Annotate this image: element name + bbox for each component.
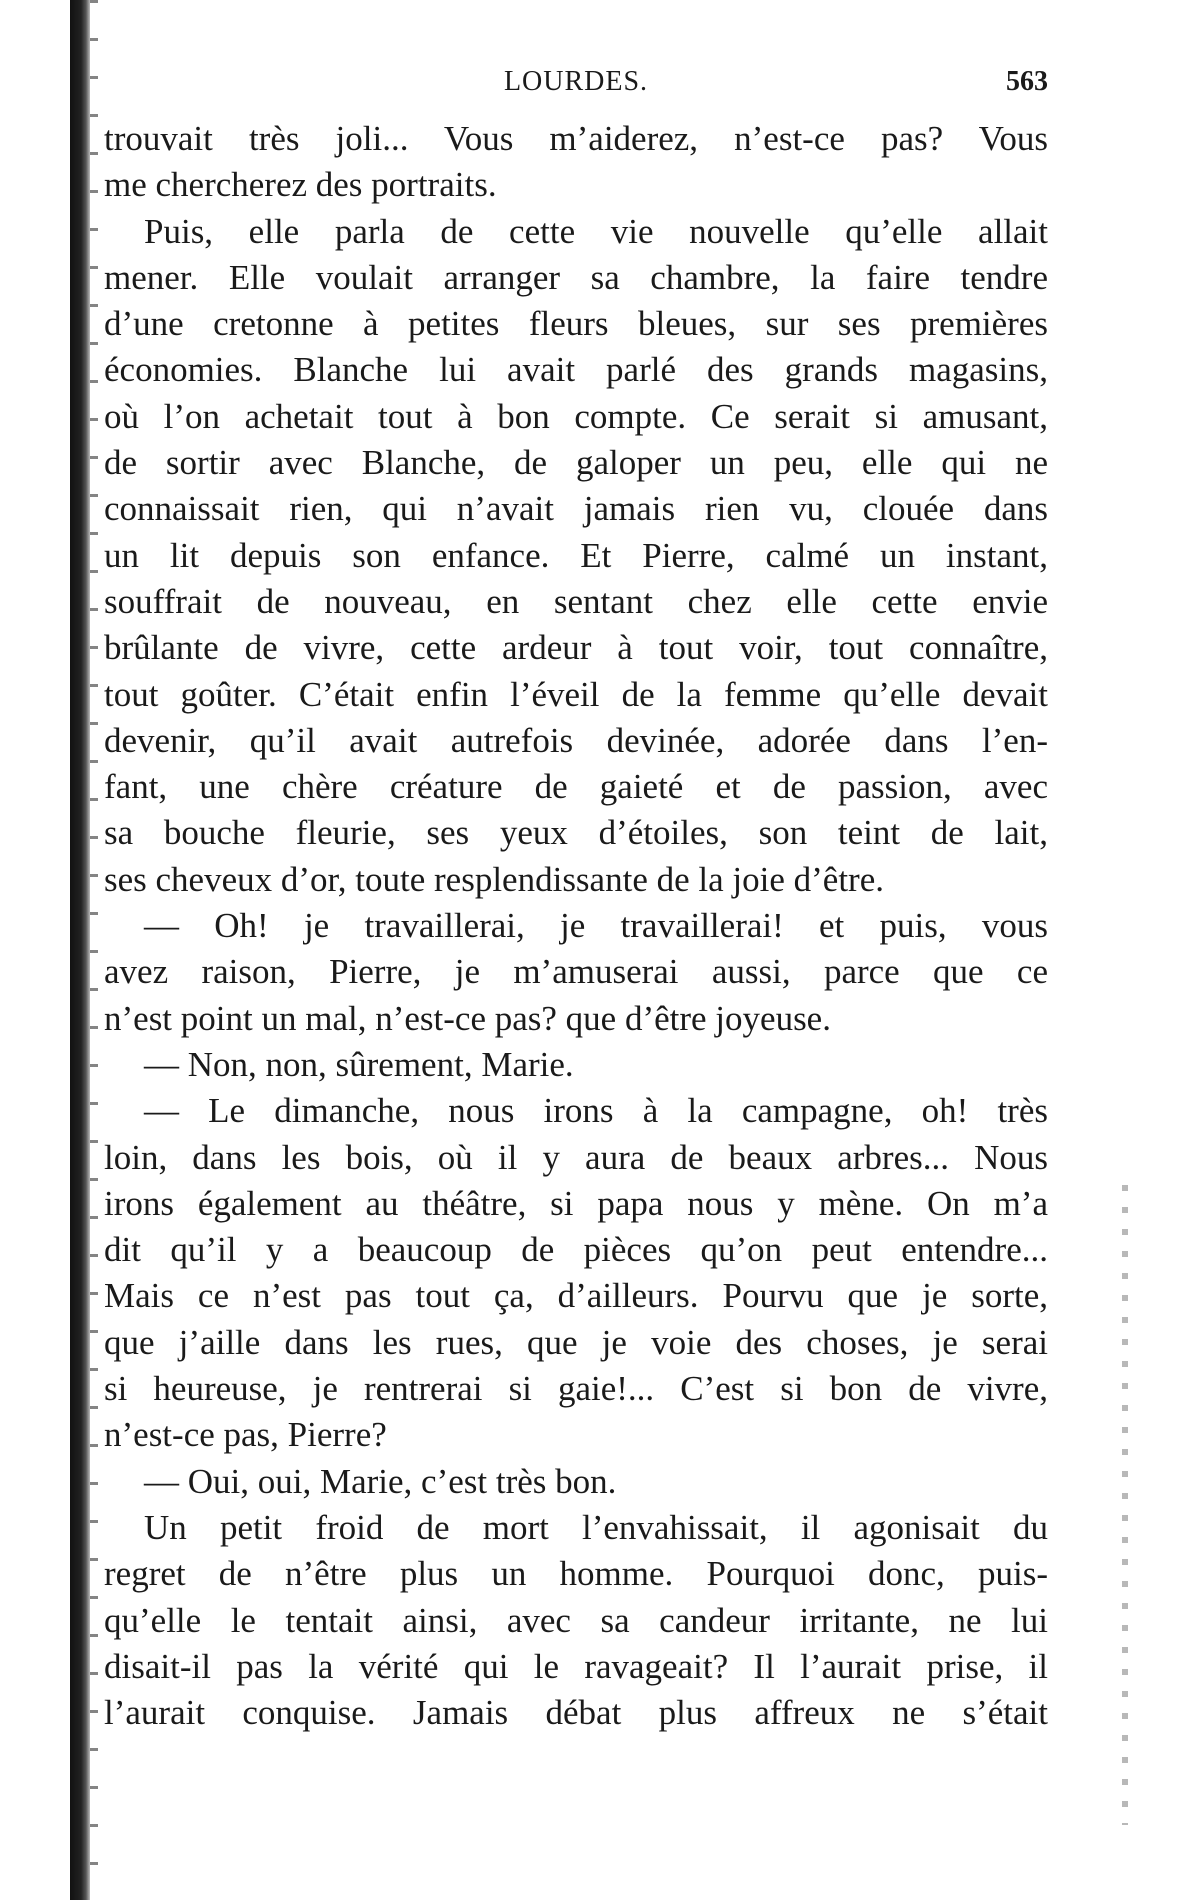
text-line: qu’elle le tentait ainsi, avec sa candeur irritante, ne lui xyxy=(104,1600,1048,1640)
text-line: dit qu’il y a beaucoup de pièces qu’on peut entendre... xyxy=(104,1230,1048,1270)
text-line: devenir, qu’il avait autrefois devinée, adorée dans l’en- xyxy=(104,720,1048,760)
text-line: loin, dans les bois, où il y aura de beaux arbres... Nous xyxy=(104,1137,1048,1177)
text-line: sa bouche fleurie, ses yeux d’étoiles, son teint de lait, xyxy=(104,813,1048,853)
running-title: LOURDES. xyxy=(503,66,649,97)
text-line: brûlante de vivre, cette ardeur à tout voir, tout connaître, xyxy=(104,628,1048,668)
page-edge-marks xyxy=(1122,1185,1128,1825)
text-line: Un petit froid de mort l’envahissait, il agonisait du xyxy=(144,1507,1048,1547)
text-line: disait-il pas la vérité qui le ravageait? Il l’aurait prise, il xyxy=(104,1646,1048,1686)
text-line: avez raison, Pierre, je m’amuserai aussi, parce que ce xyxy=(104,952,1048,992)
text-line: fant, une chère créature de gaieté et de passion, avec xyxy=(104,767,1048,807)
book-spine-shadow xyxy=(70,0,90,1900)
body-text xyxy=(104,116,1048,1736)
text-line: si heureuse, je rentrerai si gaie!... C’est si bon de vivre, xyxy=(104,1369,1048,1409)
text-line: économies. Blanche lui avait parlé des grands magasins, xyxy=(104,350,1048,390)
text-line: que j’aille dans les rues, que je voie des choses, je serai xyxy=(104,1322,1048,1362)
text-line: — Non, non, sûrement, Marie. xyxy=(144,1044,574,1084)
text-line: — Oh! je travaillerai, je travaillerai! et puis, vous xyxy=(144,906,1048,946)
text-line: trouvait très joli... Vous m’aiderez, n’est-ce pas? Vous xyxy=(104,119,1048,158)
text-line: — Le dimanche, nous irons à la campagne, oh! très xyxy=(144,1091,1048,1131)
text-line: où l’on achetait tout à bon compte. Ce serait si amusant, xyxy=(104,396,1048,436)
text-line: ses cheveux d’or, toute resplendissante de la joie d’être. xyxy=(104,859,884,899)
text-line: souffrait de nouveau, en sentant chez elle cette envie xyxy=(104,581,1048,621)
text-line: — Oui, oui, Marie, c’est très bon. xyxy=(144,1461,617,1501)
text-line: regret de n’être plus un homme. Pourquoi donc, puis- xyxy=(104,1554,1048,1594)
text-line: l’aurait conquise. Jamais débat plus affreux ne s’était xyxy=(104,1693,1048,1733)
text-line: Mais ce n’est pas tout ça, d’ailleurs. Pourvu que je sorte, xyxy=(104,1276,1048,1316)
text-line: n’est-ce pas, Pierre? xyxy=(104,1415,387,1455)
text-line: n’est point un mal, n’est-ce pas? que d’être joyeuse. xyxy=(104,998,831,1038)
text-line: connaissait rien, qui n’avait jamais rien vu, clouée dans xyxy=(104,489,1048,529)
text-line: d’une cretonne à petites fleurs bleues, sur ses premières xyxy=(104,304,1048,344)
text-line: un lit depuis son enfance. Et Pierre, calmé un instant, xyxy=(104,535,1048,575)
text-line: irons également au théâtre, si papa nous y mène. On m’a xyxy=(104,1183,1048,1223)
text-line: tout goûter. C’était enfin l’éveil de la femme qu’elle devait xyxy=(104,674,1048,714)
binding-marks xyxy=(90,0,98,1900)
text-line: Puis, elle parla de cette vie nouvelle qu’elle allait xyxy=(144,211,1048,251)
text-line: me chercherez des portraits. xyxy=(104,165,497,205)
text-line: de sortir avec Blanche, de galoper un peu, elle qui ne xyxy=(104,443,1048,483)
page-header xyxy=(104,66,1048,106)
page-number: 563 xyxy=(1006,66,1048,97)
text-line: mener. Elle voulait arranger sa chambre, la faire tendre xyxy=(104,257,1048,297)
